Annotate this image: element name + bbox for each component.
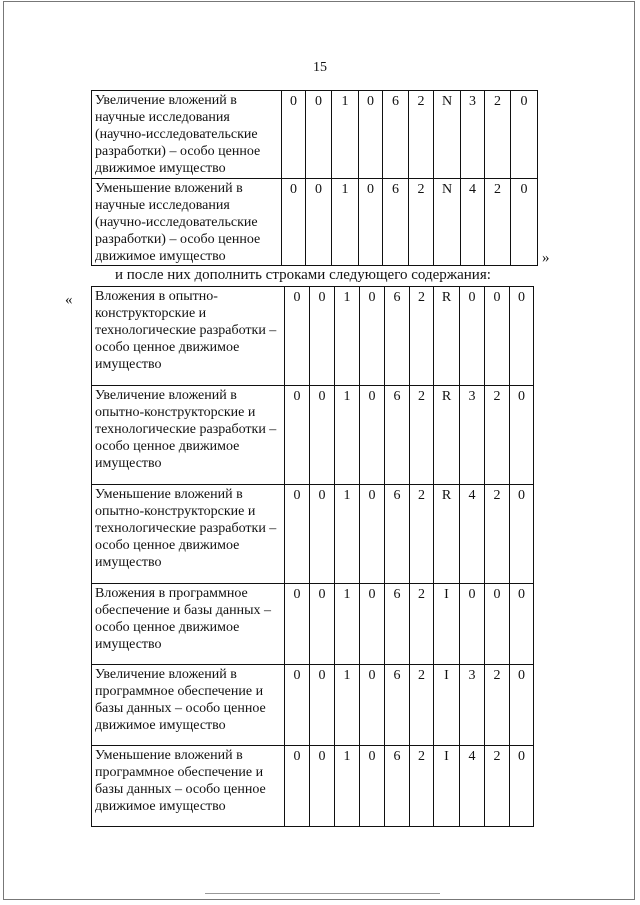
code-cell: 0 (285, 665, 310, 746)
code-cell: 2 (410, 746, 434, 827)
row-description: Уменьшение вложений в программное обеспечение и базы данных – особо ценное движимое имущество (92, 746, 285, 827)
code-cell: 1 (335, 485, 360, 584)
page-number: 15 (313, 60, 327, 75)
code-cell: R (434, 485, 460, 584)
code-cell: 0 (359, 179, 383, 266)
code-cell: 3 (460, 386, 485, 485)
code-cell: 3 (460, 665, 485, 746)
code-cell: 2 (485, 179, 511, 266)
code-cell: 0 (510, 386, 534, 485)
code-cell: 0 (310, 287, 335, 386)
table-row (92, 179, 538, 266)
code-cell: 2 (485, 386, 510, 485)
row-description: Увеличение вложений в программное обеспечение и базы данных – особо ценное движимое имущество (92, 665, 285, 746)
code-cell: 4 (460, 746, 485, 827)
code-cell: 0 (359, 91, 383, 179)
code-cell: 0 (485, 584, 510, 665)
code-cell: 2 (409, 179, 434, 266)
code-cell: 0 (285, 746, 310, 827)
code-cell: 2 (485, 91, 511, 179)
code-cell: 0 (282, 91, 306, 179)
accounts-table-existing (91, 90, 538, 266)
row-description: Уменьшение вложений в научные исследования (научно-исследовательские разработки) – особо ценное движимое имущество (92, 179, 282, 266)
code-cell: 0 (510, 287, 534, 386)
table-row (92, 584, 534, 665)
row-description: Вложения в опытно-конструкторские и технологические разработки – особо ценное движимое имущество (92, 287, 285, 386)
code-cell: N (434, 179, 461, 266)
code-cell: 1 (335, 665, 360, 746)
code-cell: 0 (510, 584, 534, 665)
code-cell: I (434, 665, 460, 746)
code-cell: 1 (332, 179, 359, 266)
code-cell: 1 (335, 287, 360, 386)
code-cell: 0 (510, 485, 534, 584)
opening-quote: « (65, 292, 73, 308)
code-cell: 0 (310, 665, 335, 746)
code-cell: 1 (335, 746, 360, 827)
code-cell: R (434, 386, 460, 485)
code-cell: N (434, 91, 461, 179)
code-cell: 4 (460, 485, 485, 584)
code-cell: 0 (285, 386, 310, 485)
code-cell: 0 (510, 746, 534, 827)
code-cell: 6 (383, 91, 409, 179)
code-cell: 0 (285, 485, 310, 584)
code-cell: 0 (310, 386, 335, 485)
row-description: Увеличение вложений в опытно-конструкторские и технологические разработки – особо ценное движимое имущество (92, 386, 285, 485)
code-cell: 0 (285, 584, 310, 665)
code-cell: 0 (511, 91, 538, 179)
code-cell: 2 (410, 584, 434, 665)
table-row (92, 287, 534, 386)
code-cell: 0 (511, 179, 538, 266)
code-cell: 1 (335, 386, 360, 485)
code-cell: 0 (360, 485, 385, 584)
code-cell: 0 (306, 91, 332, 179)
code-cell: 0 (360, 287, 385, 386)
table-row (92, 746, 534, 827)
code-cell: 6 (383, 179, 409, 266)
row-description: Уменьшение вложений в опытно-конструкторские и технологические разработки – особо ценное движимое имущество (92, 485, 285, 584)
instruction-text: и после них дополнить строками следующего содержания: (115, 267, 491, 283)
table-row (92, 386, 534, 485)
row-description: Увеличение вложений в научные исследования (научно-исследовательские разработки) – особо ценное движимое имущество (92, 91, 282, 179)
code-cell: R (434, 287, 460, 386)
code-cell: 2 (410, 485, 434, 584)
code-cell: 6 (385, 287, 410, 386)
code-cell: 0 (510, 665, 534, 746)
code-cell: 1 (332, 91, 359, 179)
code-cell: 0 (310, 584, 335, 665)
code-cell: 0 (360, 386, 385, 485)
code-cell: 0 (282, 179, 306, 266)
code-cell: 0 (310, 746, 335, 827)
code-cell: 6 (385, 746, 410, 827)
code-cell: 3 (461, 91, 485, 179)
code-cell: 2 (409, 91, 434, 179)
scan-edge-line (205, 893, 440, 894)
code-cell: 0 (360, 584, 385, 665)
code-cell: 2 (410, 386, 434, 485)
code-cell: 2 (485, 746, 510, 827)
code-cell: 2 (485, 665, 510, 746)
table-row (92, 485, 534, 584)
code-cell: 2 (410, 665, 434, 746)
code-cell: 0 (310, 485, 335, 584)
code-cell: 2 (485, 485, 510, 584)
code-cell: 4 (461, 179, 485, 266)
code-cell: 0 (306, 179, 332, 266)
code-cell: 6 (385, 584, 410, 665)
code-cell: 6 (385, 485, 410, 584)
code-cell: 0 (285, 287, 310, 386)
code-cell: 0 (485, 287, 510, 386)
code-cell: I (434, 746, 460, 827)
table-row (92, 91, 538, 179)
code-cell: 6 (385, 386, 410, 485)
code-cell: 6 (385, 665, 410, 746)
code-cell: 0 (360, 665, 385, 746)
accounts-table-new (91, 286, 534, 827)
row-description: Вложения в программное обеспечение и базы данных – особо ценное движимое имущество (92, 584, 285, 665)
code-cell: 0 (460, 287, 485, 386)
code-cell: I (434, 584, 460, 665)
table-row (92, 665, 534, 746)
closing-quote: » (542, 250, 550, 266)
code-cell: 2 (410, 287, 434, 386)
code-cell: 0 (460, 584, 485, 665)
code-cell: 0 (360, 746, 385, 827)
code-cell: 1 (335, 584, 360, 665)
